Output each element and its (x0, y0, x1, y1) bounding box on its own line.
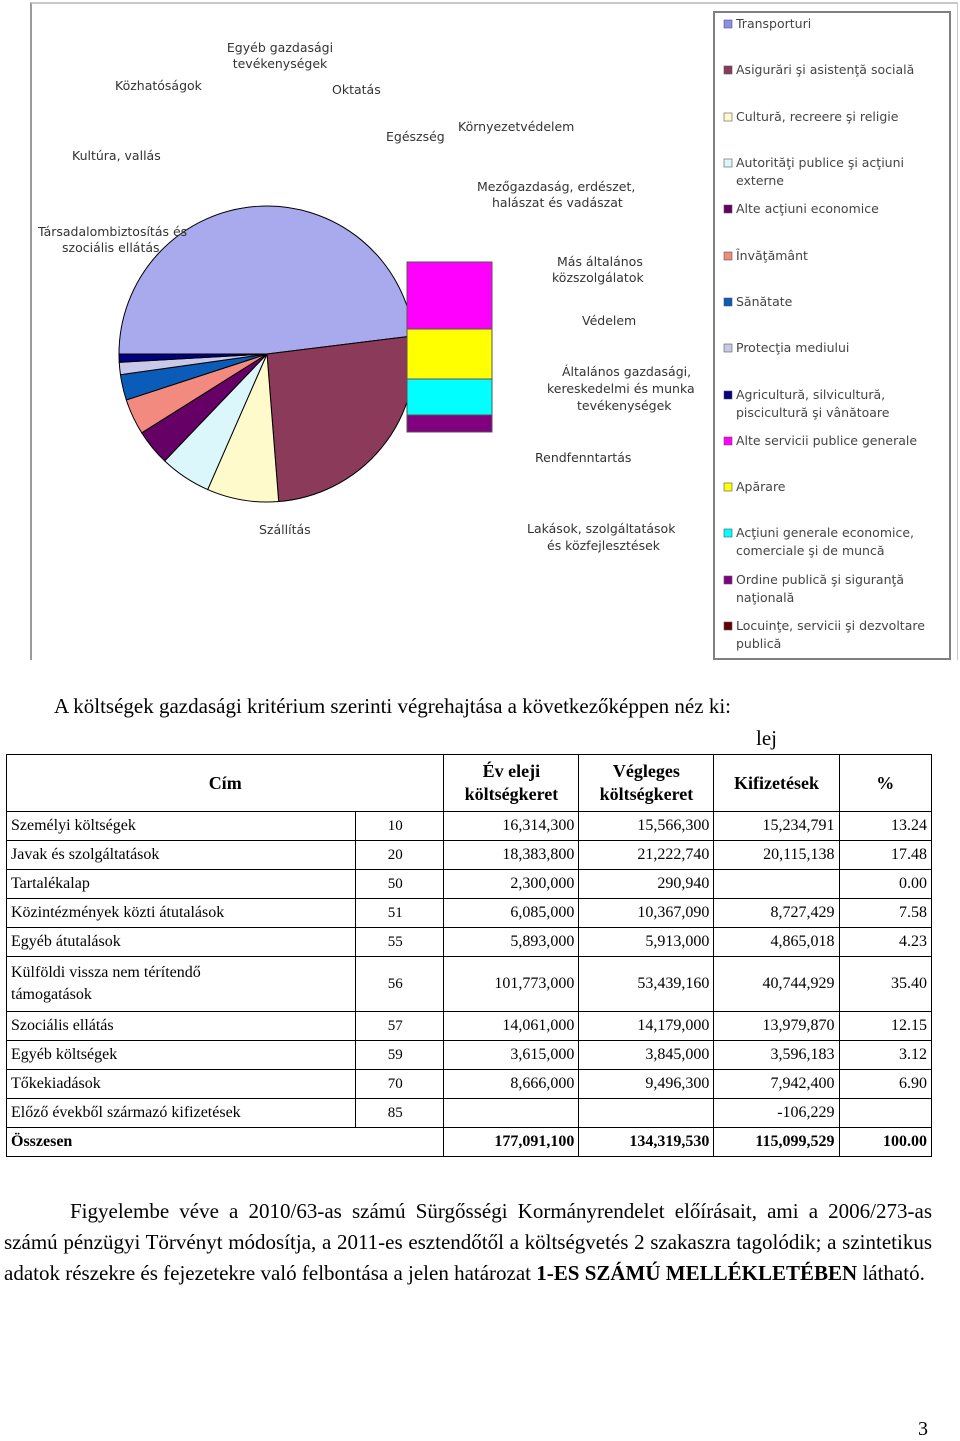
legend-label: Apărare (736, 479, 786, 494)
chart-svg (32, 4, 958, 660)
row-label: Előző évekből származó kifizetések (7, 1099, 356, 1128)
row-payments: 4,865,018 (714, 928, 839, 957)
table-header-row (7, 755, 932, 812)
callout-label: Közhatóságok (115, 78, 202, 93)
callout-label: szociális ellátás (62, 240, 160, 255)
callout-label: közszolgálatok (552, 270, 644, 285)
table-row (7, 1099, 932, 1128)
row-code: 70 (355, 1070, 444, 1099)
intro-text: A költségek gazdasági kritérium szerinti végrehajtása a következőképpen néz ki: (54, 694, 731, 718)
row-label: Tartalékalap (7, 870, 356, 899)
callout-label: Rendfenntartás (535, 450, 632, 465)
callout-label: Környezetvédelem (458, 119, 575, 134)
row-code: 56 (355, 957, 444, 1012)
row-final (579, 1099, 714, 1128)
stack-segment (407, 329, 492, 379)
header-initial-budget (444, 755, 579, 812)
legend-label: naţională (736, 590, 795, 605)
row-initial (444, 1099, 579, 1128)
legend-swatch (724, 298, 732, 306)
row-code: 20 (355, 841, 444, 870)
row-percent: 6.90 (839, 1070, 931, 1099)
row-initial: 18,383,800 (444, 841, 579, 870)
row-code: 55 (355, 928, 444, 957)
pie-slice (267, 336, 415, 502)
row-initial: 5,893,000 (444, 928, 579, 957)
legend-label: comerciale şi de muncă (736, 543, 885, 558)
total-label: Összesen (7, 1128, 444, 1157)
row-payments: -106,229 (714, 1099, 839, 1128)
table-row (7, 928, 932, 957)
header-payments: Kifizetések (714, 755, 839, 812)
legend-swatch (724, 576, 732, 584)
body-paragraph (4, 1196, 932, 1289)
legend-swatch (724, 437, 732, 445)
callout-label: és közfejlesztések (547, 538, 661, 553)
total-initial: 177,091,100 (444, 1128, 579, 1157)
paragraph-ending: látható. (857, 1261, 925, 1285)
legend-swatch (724, 113, 732, 121)
legend-label: Autorităţi publice şi acţiuni (736, 155, 904, 170)
row-percent: 17.48 (839, 841, 931, 870)
header-initial-line1: Év eleji (482, 761, 541, 781)
row-label-line1: Külföldi vissza nem térítendő (11, 964, 201, 981)
row-final: 10,367,090 (579, 899, 714, 928)
legend-label: Alte acţiuni economice (736, 201, 879, 216)
row-label: Tőkekiadások (7, 1070, 356, 1099)
callout-label: Általános gazdasági, (562, 364, 692, 379)
row-percent: 35.40 (839, 957, 931, 1012)
header-percent: % (839, 755, 931, 812)
row-payments: 20,115,138 (714, 841, 839, 870)
budget-table (6, 754, 932, 1157)
row-label-line2: támogatások (11, 986, 92, 1003)
header-final-line2: költségkeret (599, 784, 694, 804)
header-final-line1: Végleges (612, 761, 680, 781)
row-payments: 7,942,400 (714, 1070, 839, 1099)
total-final: 134,319,530 (579, 1128, 714, 1157)
row-initial: 8,666,000 (444, 1070, 579, 1099)
pie-chart (119, 206, 415, 502)
row-percent: 4.23 (839, 928, 931, 957)
paragraph-emphasis: 1-ES SZÁMÚ MELLÉKLETÉBEN (536, 1261, 858, 1285)
row-payments: 15,234,791 (714, 812, 839, 841)
row-initial: 2,300,000 (444, 870, 579, 899)
row-final: 15,566,300 (579, 812, 714, 841)
row-code: 85 (355, 1099, 444, 1128)
legend-label: externe (736, 173, 784, 188)
stacked-bar (407, 262, 492, 432)
legend (714, 12, 950, 659)
legend-swatch (724, 205, 732, 213)
callout-label: Más általános (557, 254, 643, 269)
legend-label: Învăţământ (736, 248, 808, 263)
row-initial: 3,615,000 (444, 1041, 579, 1070)
table-row (7, 1041, 932, 1070)
callout-label: Védelem (582, 313, 637, 328)
header-final-budget (579, 755, 714, 812)
page-number: 3 (918, 1418, 928, 1440)
table-total-row (7, 1128, 932, 1157)
row-label: Egyéb átutalások (7, 928, 356, 957)
row-payments: 13,979,870 (714, 1012, 839, 1041)
row-initial: 101,773,000 (444, 957, 579, 1012)
header-title: Cím (7, 755, 444, 812)
legend-label: Ordine publică şi siguranţă (736, 572, 905, 587)
row-final: 5,913,000 (579, 928, 714, 957)
legend-label: Agricultură, silvicultură, (736, 387, 886, 402)
callout-label: Társadalombiztosítás és (38, 224, 188, 239)
callout-label: Kultúra, vallás (72, 148, 161, 163)
table-row (7, 870, 932, 899)
row-initial: 14,061,000 (444, 1012, 579, 1041)
row-code: 57 (355, 1012, 444, 1041)
legend-label: Alte servicii publice generale (736, 433, 918, 448)
callout-label: Szállítás (259, 522, 311, 537)
row-final: 14,179,000 (579, 1012, 714, 1041)
row-code: 50 (355, 870, 444, 899)
row-initial: 16,314,300 (444, 812, 579, 841)
legend-swatch (724, 159, 732, 167)
table-row (7, 1070, 932, 1099)
row-label: Személyi költségek (7, 812, 356, 841)
callout-label: kereskedelmi és munka (547, 381, 695, 396)
legend-label: Protecţia mediului (736, 340, 850, 355)
legend-swatch (724, 391, 732, 399)
legend-label: Cultură, recreere şi religie (736, 109, 899, 124)
legend-label: publică (736, 636, 782, 651)
row-code: 10 (355, 812, 444, 841)
callout-label: Oktatás (332, 82, 381, 97)
legend-label: Sănătate (736, 294, 793, 309)
callout-label: Mezőgazdaság, erdészet, (477, 179, 636, 194)
table-row (7, 1012, 932, 1041)
legend-swatch (724, 66, 732, 74)
row-final: 3,845,000 (579, 1041, 714, 1070)
paragraph-text: Figyelembe véve a 2010/63-as számú Sürgősségi Kormányrendelet előírásait, ami a 2006/273-as számú pénzügyi Törvényt módosítja, a 2011-es esztendőtől a költségvetés 2 szakaszra tagolódik; a szintetikus adatok részekre és fejezetekre való felbontása a jelen határozat (4, 1199, 932, 1285)
callout-label: Egészség (386, 129, 445, 144)
callout-label: Lakások, szolgáltatások (527, 521, 676, 536)
row-initial: 6,085,000 (444, 899, 579, 928)
row-percent: 3.12 (839, 1041, 931, 1070)
row-final: 290,940 (579, 870, 714, 899)
legend-swatch (724, 344, 732, 352)
legend-swatch (724, 252, 732, 260)
legend-swatch (724, 529, 732, 537)
row-payments (714, 870, 839, 899)
row-percent: 12.15 (839, 1012, 931, 1041)
stack-segment (407, 415, 492, 432)
table-row (7, 812, 932, 841)
legend-label: Locuinţe, servicii şi dezvoltare (736, 618, 925, 633)
total-percent: 100.00 (839, 1128, 931, 1157)
row-final: 21,222,740 (579, 841, 714, 870)
stack-segment (407, 379, 492, 415)
chart-figure (30, 2, 958, 660)
row-label: Egyéb költségek (7, 1041, 356, 1070)
row-percent (839, 1099, 931, 1128)
legend-swatch (724, 622, 732, 630)
header-initial-line2: költségkeret (464, 784, 559, 804)
row-label (7, 957, 356, 1012)
callout-label: Egyéb gazdasági (226, 40, 334, 55)
row-payments: 8,727,429 (714, 899, 839, 928)
row-label: Közintézmények közti átutalások (7, 899, 356, 928)
row-percent: 7.58 (839, 899, 931, 928)
row-payments: 3,596,183 (714, 1041, 839, 1070)
row-percent: 0.00 (839, 870, 931, 899)
row-label: Szociális ellátás (7, 1012, 356, 1041)
table-row (7, 841, 932, 870)
row-final: 53,439,160 (579, 957, 714, 1012)
row-final: 9,496,300 (579, 1070, 714, 1099)
row-code: 59 (355, 1041, 444, 1070)
table-row (7, 899, 932, 928)
callout-label: tevékenységek (577, 398, 672, 413)
unit-label: lej (756, 726, 777, 750)
total-payments: 115,099,529 (714, 1128, 839, 1157)
row-percent: 13.24 (839, 812, 931, 841)
stack-segment (407, 262, 492, 329)
legend-label: Transporturi (736, 16, 812, 31)
callout-label: tevékenységek (232, 56, 328, 71)
legend-swatch (724, 20, 732, 28)
callout-label: halászat és vadászat (492, 195, 623, 210)
legend-label: Asigurări şi asistenţă socială (736, 62, 915, 77)
row-code: 51 (355, 899, 444, 928)
legend-label: piscicultură şi vânătoare (736, 405, 890, 420)
row-label: Javak és szolgáltatások (7, 841, 356, 870)
legend-label: Acţiuni generale economice, (736, 525, 915, 540)
legend-swatch (724, 483, 732, 491)
table-row (7, 957, 932, 1012)
row-payments: 40,744,929 (714, 957, 839, 1012)
